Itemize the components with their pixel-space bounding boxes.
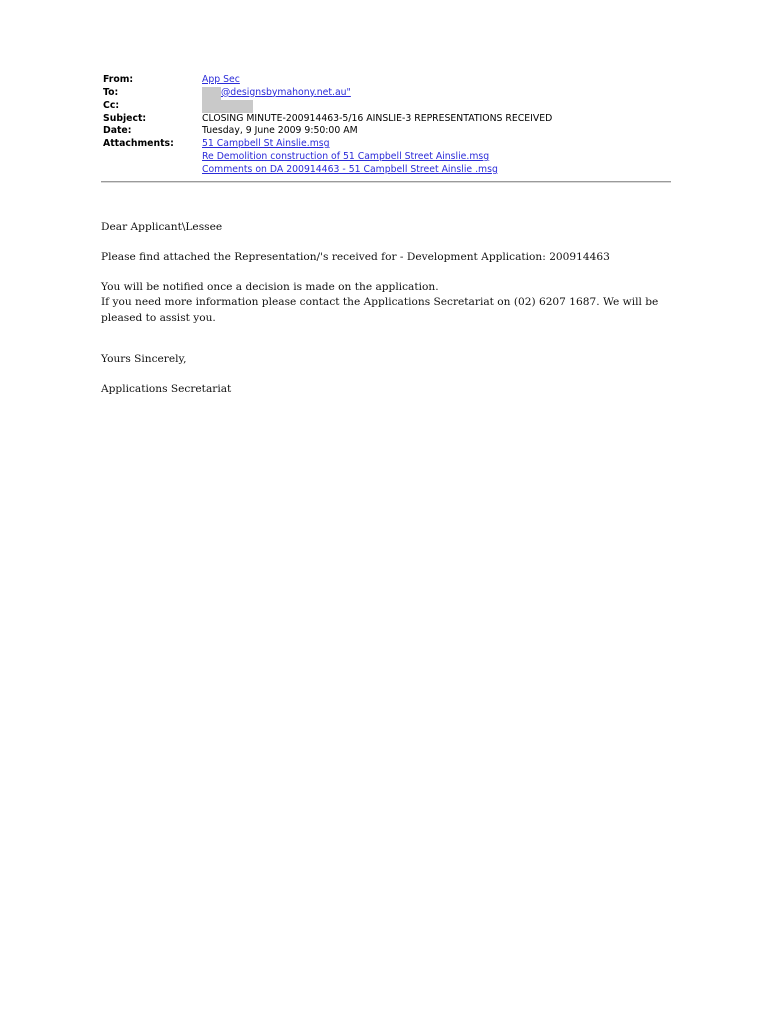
subject-value: CLOSING MINUTE-200914463-5/16 AINSLIE-3 REPRESENTATIONS RECEIVED [202,112,553,124]
header-divider [101,181,671,183]
body-paragraph: Please find attached the Representation/'s received for - Development Application: 200914463 [101,251,610,263]
subject-label: Subject: [103,112,147,124]
cc-label: Cc: [103,99,120,111]
email-header [103,74,671,176]
redaction-box [202,100,253,113]
email-body [101,220,673,397]
date-value: Tuesday, 9 June 2009 9:50:00 AM [202,125,358,137]
from-label: From: [103,74,134,85]
body-paragraph: You will be notified once a decision is made on the application. [101,280,439,293]
date-label: Date: [103,125,132,137]
cc-row [103,100,671,113]
greeting: Dear Applicant\Lessee [101,221,223,233]
to-row [103,87,671,100]
body-paragraph: If you need more information please contact the Applications Secretariat on (02) 6207 1687. We will be pleased to assist you. [101,296,659,324]
attachment-link[interactable]: 51 Campbell St Ainslie.msg [202,138,330,150]
date-row [103,125,671,138]
attachment-link[interactable]: Comments on DA 200914463 - 51 Campbell Street Ainslie .msg [202,163,498,175]
from-link[interactable]: App Sec [202,74,240,85]
to-label: To: [103,86,119,98]
signature: Applications Secretariat [101,382,232,395]
attachments-row [103,138,671,176]
redaction-box [202,87,221,100]
attachment-link[interactable]: Re Demolition construction of 51 Campbell Street Ainslie.msg [202,150,490,162]
attachments-label: Attachments: [103,138,174,150]
subject-row [103,113,671,126]
to-link[interactable]: @designsbymahony.net.au" [221,86,351,98]
signoff: Yours Sincerely, [101,353,187,365]
from-row [103,74,671,87]
